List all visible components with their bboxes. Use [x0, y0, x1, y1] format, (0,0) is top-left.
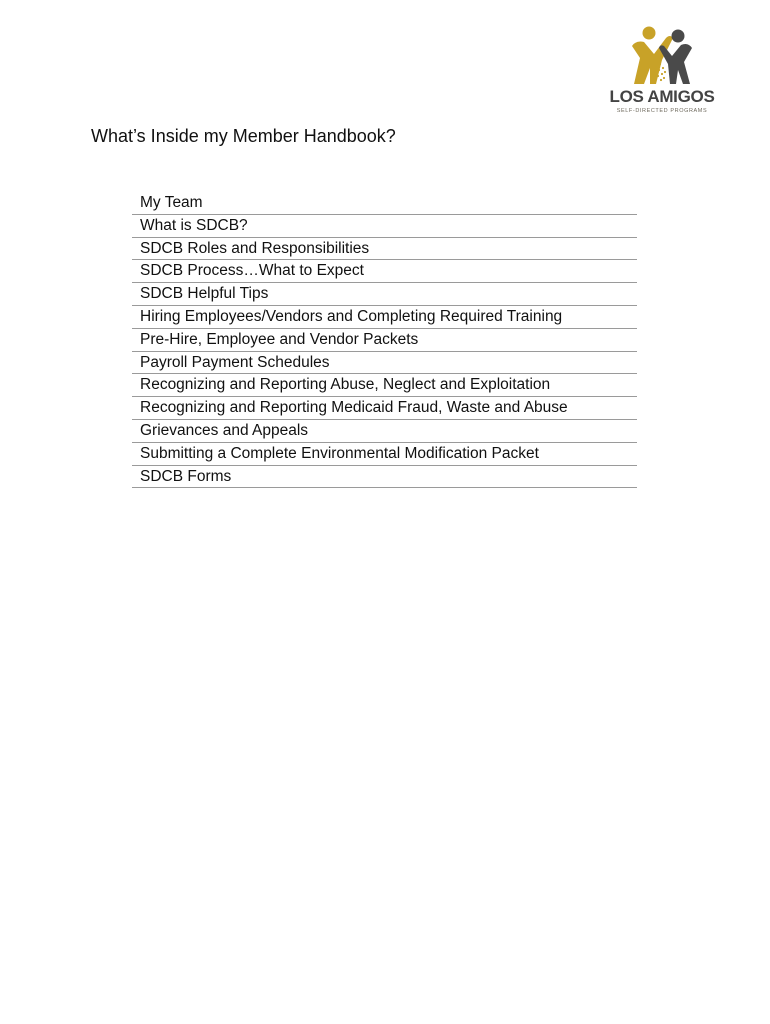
contents-item: My Team [132, 192, 637, 215]
logo-wordmark: LOS AMIGOS [609, 87, 715, 106]
contents-item: SDCB Process…What to Expect [132, 260, 637, 283]
contents-item: SDCB Roles and Responsibilities [132, 238, 637, 261]
los-amigos-logo [608, 24, 716, 118]
contents-list [132, 192, 637, 488]
contents-item: Hiring Employees/Vendors and Completing Required Training [132, 306, 637, 329]
contents-item: Pre-Hire, Employee and Vendor Packets [132, 329, 637, 352]
contents-item: What is SDCB? [132, 215, 637, 238]
contents-item: Recognizing and Reporting Abuse, Neglect and Exploitation [132, 374, 637, 397]
two-figures-embracing-icon [626, 24, 698, 86]
contents-item: Recognizing and Reporting Medicaid Fraud, Waste and Abuse [132, 397, 637, 420]
contents-item: Payroll Payment Schedules [132, 352, 637, 375]
contents-item: SDCB Forms [132, 466, 637, 489]
contents-item: Grievances and Appeals [132, 420, 637, 443]
contents-item: Submitting a Complete Environmental Modification Packet [132, 443, 637, 466]
page-title: What’s Inside my Member Handbook? [91, 126, 396, 146]
logo-tagline: SELF-DIRECTED PROGRAMS [616, 108, 708, 114]
contents-item: SDCB Helpful Tips [132, 283, 637, 306]
